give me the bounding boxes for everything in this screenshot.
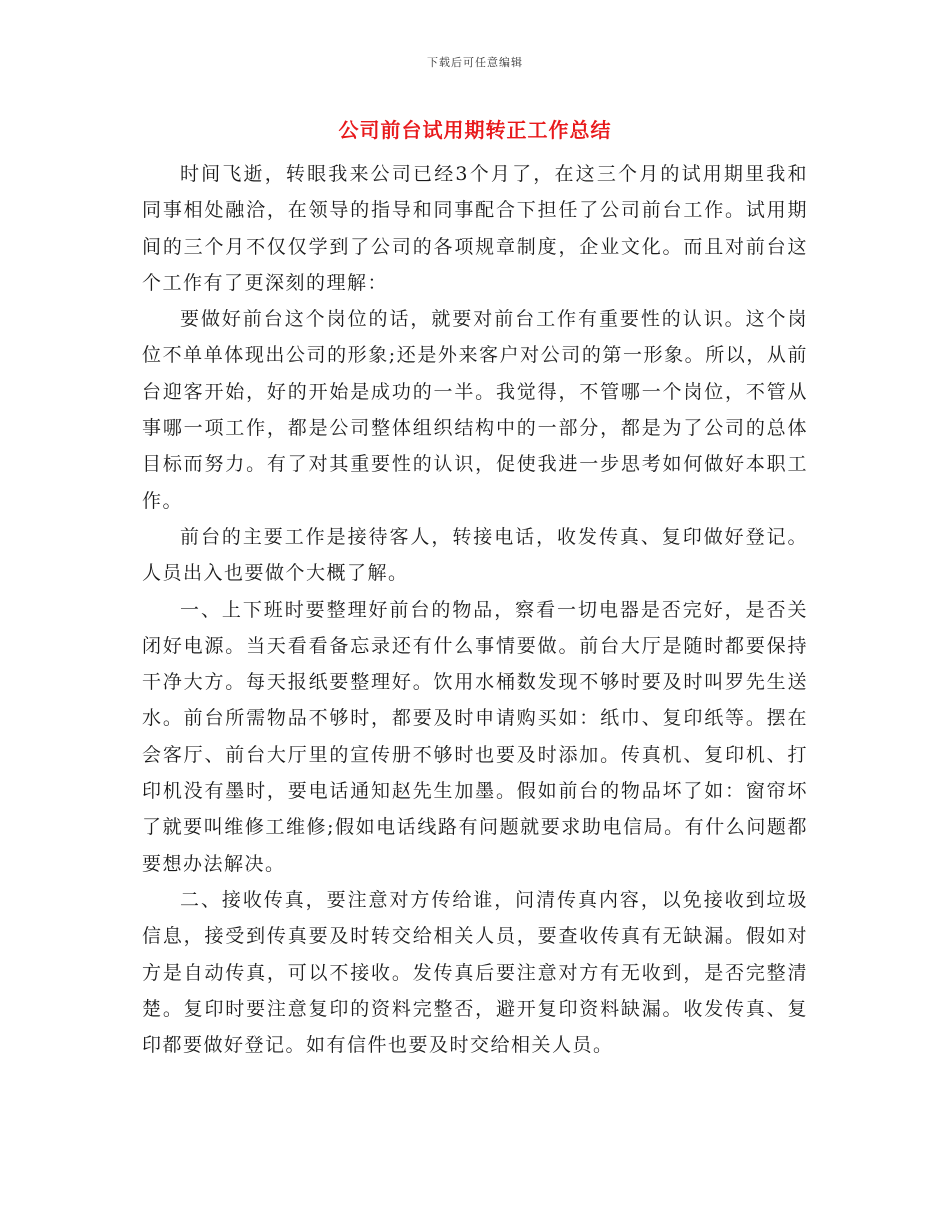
document-body [142, 156, 808, 1063]
paragraph-main-duties: 前台的主要工作是接待客人，转接电话，收发传真、复印做好登记。人员出入也要做个大概了解。 [142, 525, 808, 585]
paragraph-intro: 时间飞逝，转眼我来公司已经3个月了，在这三个月的试用期里我和同事相处融洽，在领导的指导和同事配合下担任了公司前台工作。试用期间的三个月不仅仅学到了公司的各项规章制度，企业文化。而且对前台这个工作有了更深刻的理解： [142, 163, 808, 294]
document-title: 公司前台试用期转正工作总结 [338, 118, 612, 142]
paragraph-duty-two: 二、接收传真，要注意对方传给谁，问清传真内容，以免接收到垃圾信息，接受到传真要及时转交给相关人员，要查收传真有无缺漏。假如对方是自动传真，可以不接收。发传真后要注意对方有无收到，是否完整清楚。复印时要注意复印的资料完整否，避开复印资料缺漏。收发传真、复印都要做好登记。如有信件也要及时交给相关人员。 [142, 888, 808, 1057]
page-header-note: 下载后可任意编辑 [427, 56, 523, 69]
paragraph-importance: 要做好前台这个岗位的话，就要对前台工作有重要性的认识。这个岗位不单单体现出公司的形象;还是外来客户对公司的第一形象。所以，从前台迎客开始，好的开始是成功的一半。我觉得，不管哪一个岗位，不管从事哪一项工作，都是公司整体组织结构中的一部分，都是为了公司的总体目标而努力。有了对其重要性的认识，促使我进一步思考如何做好本职工作。 [142, 308, 808, 512]
paragraph-duty-one: 一、上下班时要整理好前台的物品，察看一切电器是否完好，是否关闭好电源。当天看看备忘录还有什么事情要做。前台大厅是随时都要保持干净大方。每天报纸要整理好。饮用水桶数发现不够时要及时叫罗先生送水。前台所需物品不够时，都要及时申请购买如：纸巾、复印纸等。摆在会客厅、前台大厅里的宣传册不够时也要及时添加。传真机、复印机、打印机没有墨时，要电话通知赵先生加墨。假如前台的物品坏了如：窗帘坏了就要叫维修工维修;假如电话线路有问题就要求助电信局。有什么问题都要想办法解决。 [142, 598, 808, 875]
